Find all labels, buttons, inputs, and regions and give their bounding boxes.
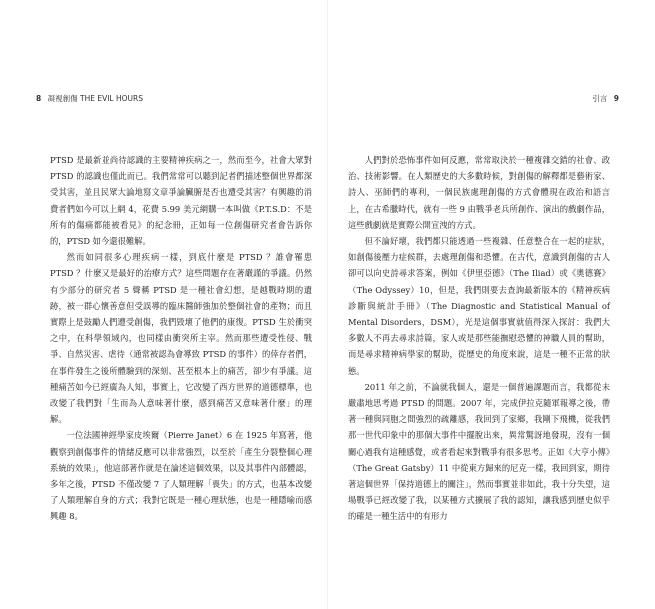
paragraph: 一位法國神經學家皮埃爾（Pierre Janet）6 在 1925 年寫著，他觀察到創傷事件的情緒反應可以非常強烈，以至於「產生分裂整個心理系統的效果」，他這部著作就是在論述這個效果，以及其事件內部體認，多年之後，PTSD 不僅改變 7 了人類理解「喪失」的方式，也基本改變了人類理解自身的方式；我對它既是一種心理狀態，也是一種隱喻而感興趣 8。 (50, 430, 312, 522)
left-page-number: 8 (36, 94, 42, 103)
right-page-body (348, 152, 610, 525)
right-running-header (592, 93, 623, 104)
paragraph: PTSD 是最新並尚待認識的主要精神疾病之一，然而至今，社會大眾對 PTSD 的認識也僅此而已。我們常常可以聽到記者們描述整個世界都深受其害，並且民眾大論地寫文章爭論臟腑是否也遭受其害？有興趣的消費者們如今可以上網 4，花費 5.99 美元網購一本叫做《P.T.S.D：不是所有的傷痛都能被看見》的紀念冊，正如每一位創傷研究者會告訴你的，PTSD 如今還很難解。 (50, 155, 312, 247)
left-page-body (50, 152, 312, 525)
book-gutter (327, 0, 328, 609)
paragraph: 然而如同很多心理疾病一樣，到底什麼是 PTSD ？誰會罹患 PTSD ？什麼又是最好的治療方式？這些問題存在著嚴謹的爭議。仍然有少部分的研究者 5 聲稱 PTSD 是一種社會幻想，是越戰時期的遺跡，被一群心懷善意但受誤導的臨床醫師強加於整個社會的產物；而且實際上是鼓勵人們遭受創傷，我們毀壞了他們的康復。PTSD 生於衝突之中，在科學領域內，也同樣由衝突所主宰。然而那些遭受性侵、戰爭、自然災害、虐待（通常被認為會導致 PTSD 的事件）的倖存者們，在事件發生之後所體驗到的深刻、甚至根本上的痛苦，卻少有爭議。這種痛苦如今已經廣為人知，事實上，它改變了西方世界的道德標準，也改變了我們對「生而為人意味著什麼，感到痛苦又意味著什麼」的理解。 (50, 252, 312, 425)
paragraph: 人們對於恐怖事件如何反應，常常取決於一種複雜交錯的社會、政治、技術影響。在人類歷史的大多數時候，對創傷的解釋都是藝術家、詩人、巫師們的專利，一個民族處理創傷的方式會體現在政治和語言上，在古希臘時代，就有一些 9 由戰爭老兵所創作、演出的戲劇作品，這些戲劇就是實際公開宣洩的方式。 (348, 155, 610, 230)
book-title-en: THE EVIL HOURS (80, 94, 143, 103)
section-title: 引言 (592, 94, 608, 103)
paragraph: 2011 年之前，不論就我個人，還是一個普遍課題而言，我都從未嚴肅地思考過 PTSD 的問題。2007 年，完成伊拉克隨軍報導之後，帶著一種與同胞之間強烈的疏離感，我回到了家鄉，我剛下飛機，從我們那一世代印象中的那個大事件中擺脫出來，異常驚訝地發現，沒有一個關心過我有這種感覺，或者看起來對戰爭有很多思考。正如《大亨小傳》（The Great Gatsby）11 中從東方歸來的尼克一樣，我回到家，期待著這個世界「保持道德上的關注」，然而事實並非如此，我十分失望，這場戰爭已經改變了我，以某種方式擴展了我的認知，讓我感到歷史似乎的確是一種生活中的有形力 (348, 381, 610, 522)
book-title: 凝視創傷 (47, 94, 78, 103)
paragraph: 但不論好壞，我們都只能透過一些複雜、任意整合在一起的症狀，如創傷後壓力症候群，去處理創傷和恐懼。在古代，意識到創傷的古人卻可以向史詩尋求答案，例如《伊里亞德》（The Iliad）或《奧德賽》（The Odyssey）10，但是，我們則要去查詢最新版本的《精神疾病診斷與統計手冊》（The Diagnostic and Statistical Manual of Mental Disorders，DSM），光是這個事實就值得深入探討：我們大多數人不再去尋求詩篇，家人或是那些能撫慰恐懼的神職人員的幫助，而是尋求精神病學家的幫助，從歷史的角度來說，這是一種不正常的狀態。 (348, 236, 610, 376)
left-running-header (32, 93, 143, 104)
right-page-number: 9 (613, 94, 619, 103)
